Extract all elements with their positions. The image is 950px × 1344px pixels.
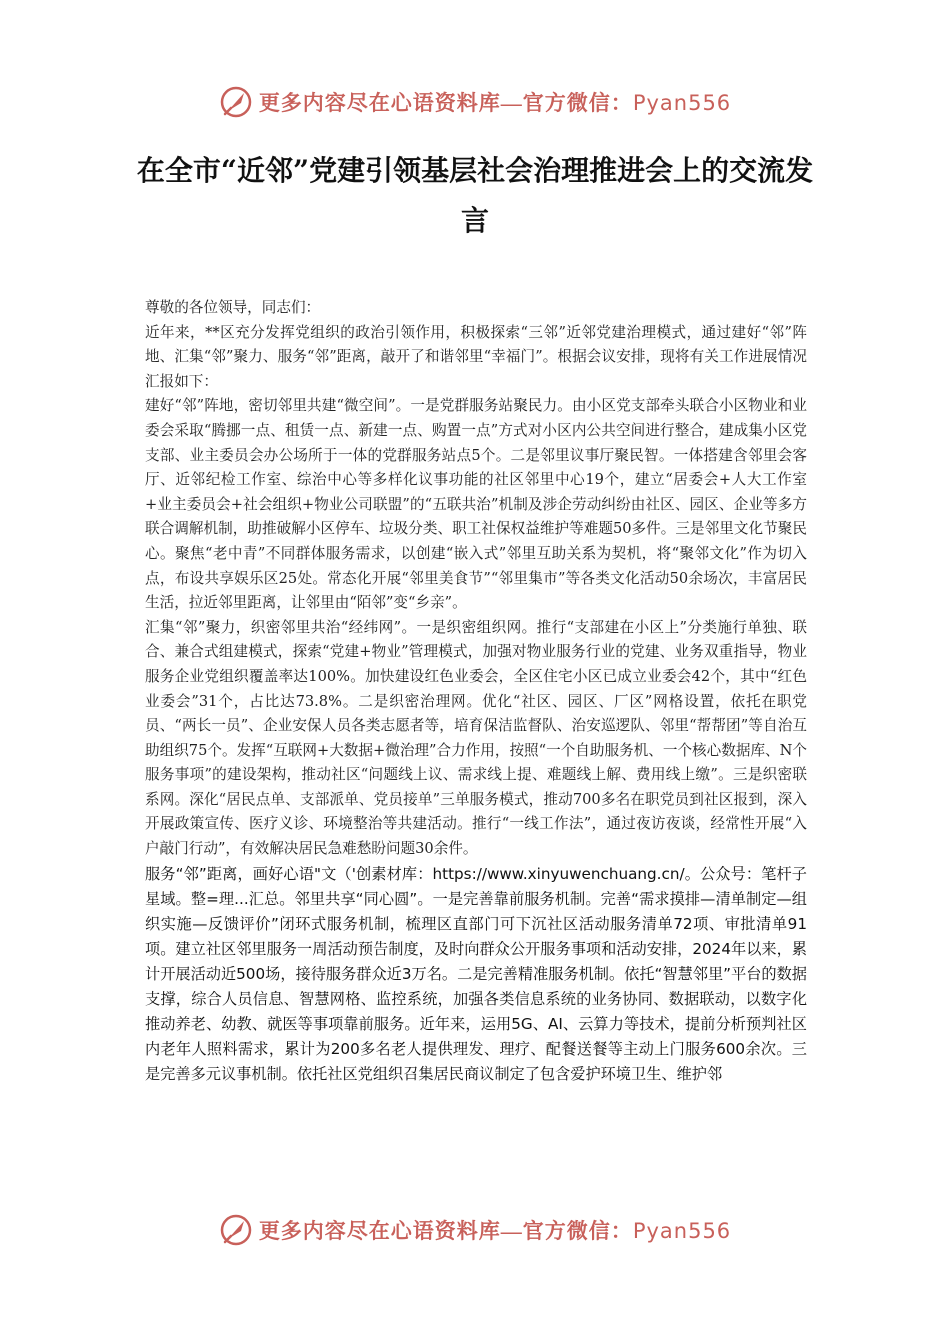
salutation: 尊敬的各位领导，同志们： bbox=[145, 299, 321, 316]
quill-logo-icon bbox=[219, 85, 253, 119]
paragraph-section-1: 建好“邻”阵地，密切邻里共建“微空间”。一是党群服务站聚民力。由小区党支部牵头联合小区物业和业委会采取“腾挪一点、租赁一点、新建一点、购置一点”方式对小区内公共空间进行整合，建成集小区党支部、业主委员会办公场所于一体的党群服务站点5个。二是邻里议事厅聚民智。一体搭建含邻里会客厅、近邻纪检工作室、综治中心等多样化议事功能的社区邻里中心19个，建立“居委会+人大工作室+业主委员会+社会组织+物业公司联盟”的“五联共治”机制及涉企劳动纠纷由社区、园区、企业等多方联合调解机制，助推破解小区停车、垃圾分类、职工社保权益维护等难题50多件。三是邻里文化节聚民心。聚焦“老中青”不同群体服务需求，以创建“嵌入式”邻里互助关系为契机，将“聚邻文化”作为切入点，布设共享娱乐区25处。常态化开展“邻里美食节”“邻里集市”等各类文化活动50余场次，丰富居民生活，拉近邻里距离，让邻里由“陌邻”变“乡亲”。 bbox=[145, 397, 807, 612]
banner-text: 更多内容尽在心语资料库—官方微信：Pyan556 bbox=[258, 1219, 732, 1243]
footer-banner bbox=[0, 1208, 950, 1252]
paragraph-intro: 近年来，**区充分发挥党组织的政治引领作用，积极探索“三邻”近邻党建治理模式，通过建好“邻”阵地、汇集“邻”聚力、服务“邻”距离，敲开了和谐邻里“幸福门”。根据会议安排，现将有关工作进展情况汇报如下： bbox=[145, 323, 807, 390]
banner-text: 更多内容尽在心语资料库—官方微信：Pyan556 bbox=[258, 91, 732, 115]
wechat-id: Pyan556 bbox=[632, 91, 732, 115]
paragraph-section-2: 汇集“邻”聚力，织密邻里共治“经纬网”。一是织密组织网。推行“支部建在小区上”分类施行单独、联合、兼合式组建模式，探索“党建+物业”管理模式，加强对物业服务行业的党建、业务双重指导，物业服务企业党组织覆盖率达100%。加快建设红色业委会，全区住宅小区已成立业委会42个，其中“红色业委会”31个，占比达73.8%。二是织密治理网。优化“社区、园区、厂区”网格设置，依托在职党员、“两长一员”、企业安保人员各类志愿者等，培育保洁监督队、治安巡逻队、邻里“帮帮团”等自治互助组织75个。发挥“互联网+大数据+微治理”合力作用，按照“一个自助服务机、一个核心数据库、N个服务事项”的建设架构，推动社区“问题线上议、需求线上提、难题线上解、费用线上缴”。三是织密联系网。深化“居民点单、支部派单、党员接单”三单服务模式，推动700多名在职党员到社区报到，深入开展政策宣传、医疗义诊、环境整治等共建活动。推行“一线工作法”，通过夜访夜谈，经常性开展“入户敲门行动”，有效解决居民急难愁盼问题30余件。 bbox=[145, 618, 807, 858]
document-body bbox=[145, 296, 807, 1087]
wechat-id: Pyan556 bbox=[632, 1219, 732, 1243]
quill-logo-icon bbox=[219, 1213, 253, 1247]
paragraph-section-3: 服务“邻”距离，画好心语"文（'创素材库：https://www.xinyuwenchuang.cn/。公众号：笔杆子星域。整=理...汇总。邻里共享“同心圆”。一是完善靠前服务机制。完善“需求摸排—清单制定—组织实施—反馈评价”闭环式服务机制，梳理区直部门可下沉社区活动服务清单72项、审批清单91项。建立社区邻里服务一周活动预告制度，及时向群众公开服务事项和活动安排，2024年以来，累计开展活动近500场，接待服务群众近3万名。二是完善精准服务机制。依托“智慧邻里”平台的数据支撑，综合人员信息、智慧网格、监控系统，加强各类信息系统的业务协同、数据联动，以数字化推动养老、幼教、就医等事项靠前服务。近年来，运用5G、AI、云算力等技术，提前分析预判社区内老年人照料需求，累计为200多名老人提供理发、理疗、配餐送餐等主动上门服务600余次。三是完善多元议事机制。依托社区党组织召集居民商议制定了包含爱护环境卫生、维护邻 bbox=[145, 864, 807, 1083]
header-banner bbox=[0, 80, 950, 124]
document-title: 在全市“近邻”党建引领基层社会治理推进会上的交流发言 bbox=[136, 154, 814, 237]
